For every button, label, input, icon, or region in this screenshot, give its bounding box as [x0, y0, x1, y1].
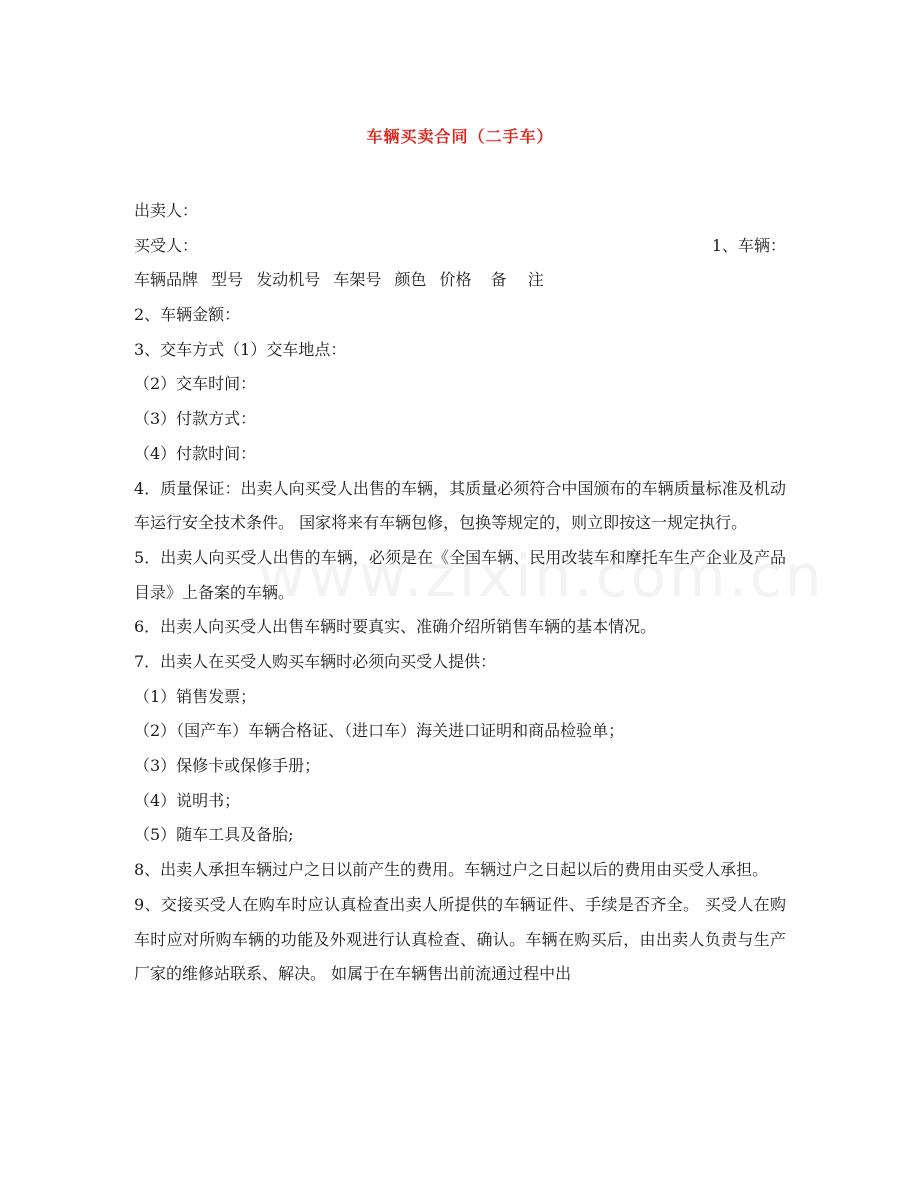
item-4: 4．质量保证：出卖人向买受人出售的车辆，其质量必须符合中国颁布的车辆质量标准及机动车运行安全技术条件。 国家将来有车辆包修，包换等规定的，则立即按这一规定执行。 — [134, 478, 786, 533]
vehicle-item-label: 1、车辆： — [711, 235, 786, 255]
item-7: 7．出卖人在买受人购买车辆时必须向买受人提供： — [134, 652, 497, 671]
item-3-sub-2: （3）付款方式： — [134, 409, 257, 429]
field-engine-no: 发动机号 — [256, 270, 321, 290]
item-5: 5．出卖人向买受人出售的车辆，必须是在《全国车辆、民用改装车和摩托车生产企业及产品目录》上备案的车辆。 — [134, 547, 786, 602]
item-7-sub-1: （1）销售发票； — [134, 686, 257, 706]
item-3: 3、交车方式（1）交车地点： — [134, 339, 347, 359]
field-model: 型号 — [211, 270, 244, 290]
field-color: 颜色 — [394, 270, 427, 290]
item-7-sub-4: （4）说明书； — [134, 790, 241, 810]
contract-body — [134, 194, 786, 992]
buyer-line — [134, 229, 786, 264]
item-3-sub-3: （4）付款时间： — [134, 443, 257, 463]
field-brand: 车辆品牌 — [134, 270, 199, 290]
field-price: 价格 — [439, 270, 472, 290]
item-7-sub-3: （3）保修卡或保修手册； — [134, 756, 321, 776]
contract-title: 车辆买卖合同（二手车） — [366, 127, 554, 146]
field-frame-no: 车架号 — [333, 270, 382, 290]
field-remark-2: 注 — [527, 270, 544, 290]
field-remark-1: 备 — [490, 270, 507, 290]
item-2: 2、车辆金额： — [134, 305, 241, 325]
item-7-sub-2: （2）（国产车）车辆合格证、（进口车）海关进口证明和商品检验单； — [134, 721, 625, 741]
buyer-label: 买受人： — [134, 235, 199, 255]
seller-line: 出卖人： — [134, 201, 199, 220]
item-8: 8、出卖人承担车辆过户之日以前产生的费用。车辆过户之日起以后的费用由买受人承担。 — [134, 860, 769, 880]
item-3-sub-1: （2）交车时间： — [134, 374, 257, 394]
vehicle-fields-line — [134, 263, 786, 298]
item-6: 6．出卖人向买受人出售车辆时要真实、准确介绍所销售车辆的基本情况。 — [134, 617, 657, 637]
item-7-sub-5: （5）随车工具及备胎; — [134, 825, 294, 845]
item-9: 9、交接买受人在购车时应认真检查出卖人所提供的车辆证件、手续是否齐全。 买受人在购车时应对所购车辆的功能及外观进行认真检查、确认。车辆在购买后，由出卖人负责与生产厂家的维修站联系、解决。 如属于在车辆售出前流通过程中出 — [134, 894, 786, 984]
